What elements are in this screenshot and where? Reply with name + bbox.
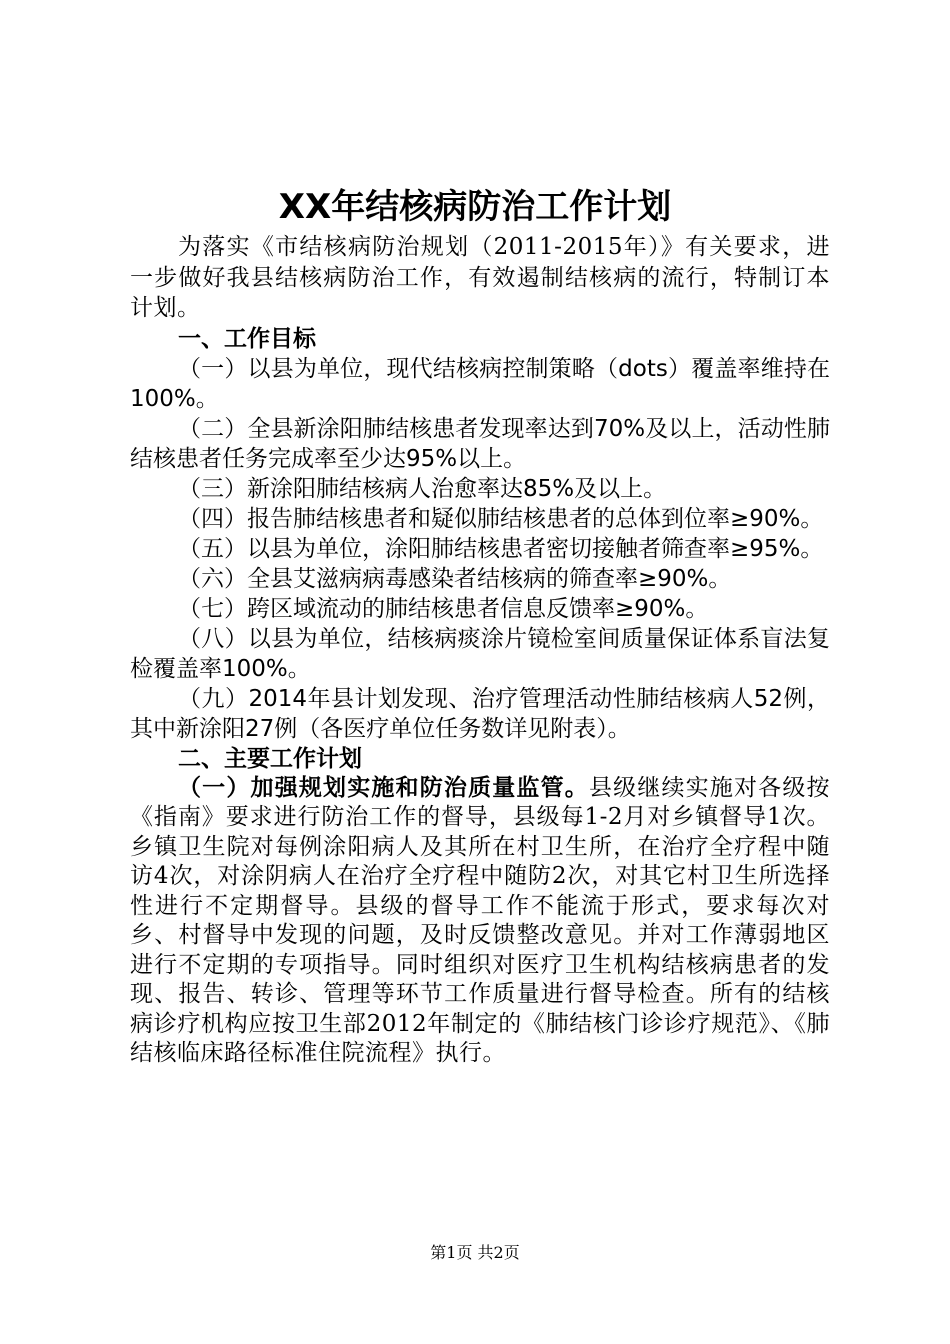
document-body — [130, 232, 830, 1069]
goal-item: （五）以县为单位，涂阳肺结核患者密切接触者筛查率≥95%。 — [178, 535, 824, 562]
plan-body: 县级继续实施对各级按《指南》要求进行防治工作的督导，县级每1-2月对乡镇督导1次。乡镇卫生院对每例涂阳病人及其所在村卫生所，在治疗全疗程中随访4次，对涂阴病人在治疗全疗程中随防2次，对其它村卫生所选择性进行不定期督导。县级的督导工作不能流于形式，要求每次对乡、村督导中发现的问题，及时反馈整改意见。并对工作薄弱地区进行不定期的专项指导。同时组织对医疗卫生机构结核病患者的发现、报告、转诊、管理等环节工作质量进行督导检查。所有的结核病诊疗机构应按卫生部2012年制定的《肺结核门诊诊疗规范》、《肺结核临床路径标准住院流程》执行。 — [130, 774, 831, 1066]
goal-item: （二）全县新涂阳肺结核患者发现率达到70%及以上，活动性肺结核患者任务完成率至少达95%以上。 — [130, 415, 830, 472]
goal-item: （九）2014年县计划发现、治疗管理活动性肺结核病人52例，其中新涂阳27例（各医疗单位任务数详见附表）。 — [130, 685, 830, 742]
goal-item: （七）跨区域流动的肺结核患者信息反馈率≥90%。 — [178, 595, 709, 622]
section-heading-plan: 二、主要工作计划 — [178, 745, 362, 772]
goal-item: （六）全县艾滋病病毒感染者结核病的筛查率≥90%。 — [178, 565, 732, 592]
goal-item: （一）以县为单位，现代结核病控制策略（dots）覆盖率维持在100%。 — [130, 355, 830, 412]
document-title: XX年结核病防治工作计划 — [278, 187, 672, 227]
plan-paragraph — [130, 774, 830, 1069]
goal-item: （四）报告肺结核患者和疑似肺结核患者的总体到位率≥90%。 — [178, 505, 824, 532]
plan-lead: （一）加强规划实施和防治质量监管。 — [178, 774, 589, 801]
section-heading-goals: 一、工作目标 — [178, 325, 316, 352]
goal-item: （三）新涂阳肺结核病人治愈率达85%及以上。 — [178, 475, 667, 502]
intro-paragraph: 为落实《市结核病防治规划（2011-2015年）》有关要求，进一步做好我县结核病防治工作，有效遏制结核病的流行，特制订本计划。 — [130, 234, 830, 321]
page-number: 第1页 共2页 — [430, 1243, 520, 1262]
goal-item: （八）以县为单位，结核病痰涂片镜检室间质量保证体系盲法复检覆盖率100%。 — [130, 625, 830, 682]
